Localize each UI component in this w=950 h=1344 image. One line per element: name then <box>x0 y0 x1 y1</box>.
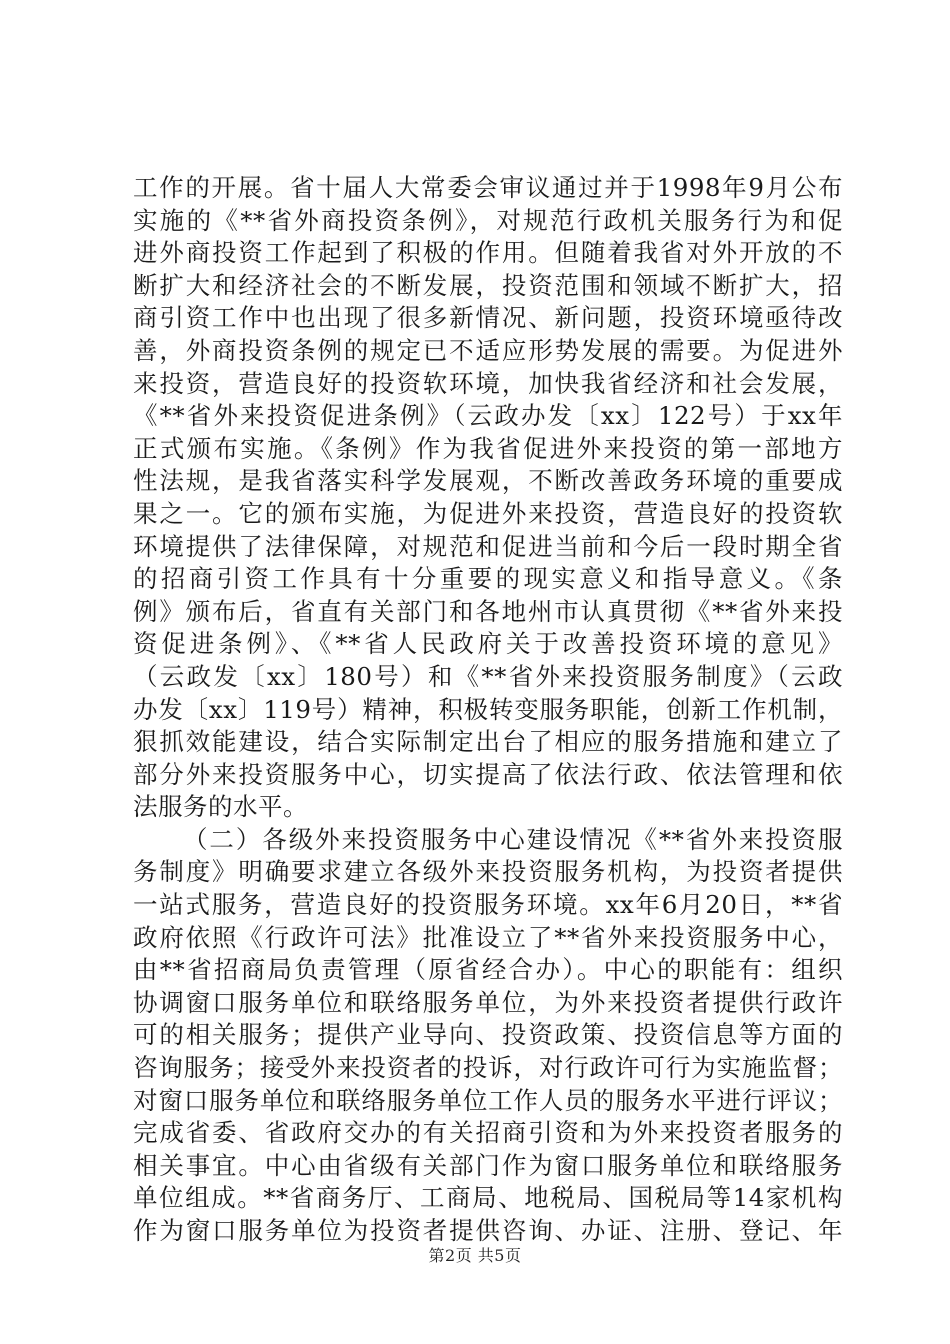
text-line: 作为窗口服务单位为投资者提供咨询、办证、注册、登记、年 <box>133 1216 843 1245</box>
section-heading-line: （二）各级外来投资服务中心建设情况《**省外来投资服 <box>183 824 843 854</box>
text-line: 部分外来投资服务中心，切实提高了依法行政、依法管理和依 <box>133 759 843 789</box>
text-line: 可的相关服务；提供产业导向、投资政策、投资信息等方面的 <box>133 1020 843 1050</box>
text-line: 性法规，是我省落实科学发展观，不断改善政务环境的重要成 <box>133 466 843 496</box>
page-number-footer: 第2页 共5页 <box>428 1246 522 1265</box>
text-line: 《**省外来投资促进条例》（云政办发〔xx〕122号）于xx年 <box>133 401 843 431</box>
text-line: 例》颁布后，省直有关部门和各地州市认真贯彻《**省外来投 <box>133 596 843 626</box>
text-line: 由**省招商局负责管理（原省经合办）。中心的职能有：组织 <box>133 955 843 985</box>
text-line: 一站式服务，营造良好的投资服务环境。xx年6月20日，**省 <box>133 890 843 920</box>
text-line: 进外商投资工作起到了积极的作用。但随着我省对外开放的不 <box>133 238 843 268</box>
text-line: 协调窗口服务单位和联络服务单位，为外来投资者提供行政许 <box>133 987 843 1017</box>
text-line: 来投资，营造良好的投资软环境，加快我省经济和社会发展， <box>133 368 843 398</box>
text-line: 政府依照《行政许可法》批准设立了**省外来投资服务中心， <box>133 922 843 952</box>
text-line: 实施的《**省外商投资条例》，对规范行政机关服务行为和促 <box>133 205 843 235</box>
text-line: 果之一。它的颁布实施，为促进外来投资，营造良好的投资软 <box>133 498 843 528</box>
text-line: 相关事宜。中心由省级有关部门作为窗口服务单位和联络服务 <box>133 1150 843 1180</box>
text-line: 正式颁布实施。《条例》作为我省促进外来投资的第一部地方 <box>133 433 843 463</box>
text-line: 的招商引资工作具有十分重要的现实意义和指导意义。《条 <box>133 564 843 594</box>
text-line: 对窗口服务单位和联络服务单位工作人员的服务水平进行评议； <box>133 1085 843 1115</box>
text-line: 商引资工作中也出现了很多新情况、新问题，投资环境亟待改 <box>133 303 843 333</box>
text-line: 狠抓效能建设，结合实际制定出台了相应的服务措施和建立了 <box>133 727 843 757</box>
text-line: 环境提供了法律保障，对规范和促进当前和今后一段时期全省 <box>133 531 843 561</box>
text-line: 咨询服务；接受外来投资者的投诉，对行政许可行为实施监督； <box>133 1053 843 1083</box>
text-line: 资促进条例》、《**省人民政府关于改善投资环境的意见》 <box>133 629 843 659</box>
text-line: 善，外商投资条例的规定已不适应形势发展的需要。为促进外 <box>133 335 843 365</box>
text-line: 工作的开展。省十届人大常委会审议通过并于1998年9月公布 <box>133 173 843 202</box>
text-line: 单位组成。**省商务厅、工商局、地税局、国税局等14家机构 <box>133 1183 843 1213</box>
text-line: 断扩大和经济社会的不断发展，投资范围和领域不断扩大，招 <box>133 270 843 300</box>
text-line: 办发〔xx〕119号）精神，积极转变服务职能，创新工作机制， <box>133 694 843 724</box>
text-line: 完成省委、省政府交办的有关招商引资和为外来投资者服务的 <box>133 1118 843 1148</box>
text-line: 务制度》明确要求建立各级外来投资服务机构，为投资者提供 <box>133 857 843 887</box>
paragraph-end-line: 法服务的水平。 <box>133 792 308 822</box>
text-line: （云政发〔xx〕180号）和《**省外来投资服务制度》（云政 <box>133 661 843 691</box>
body-text <box>133 172 843 1248</box>
